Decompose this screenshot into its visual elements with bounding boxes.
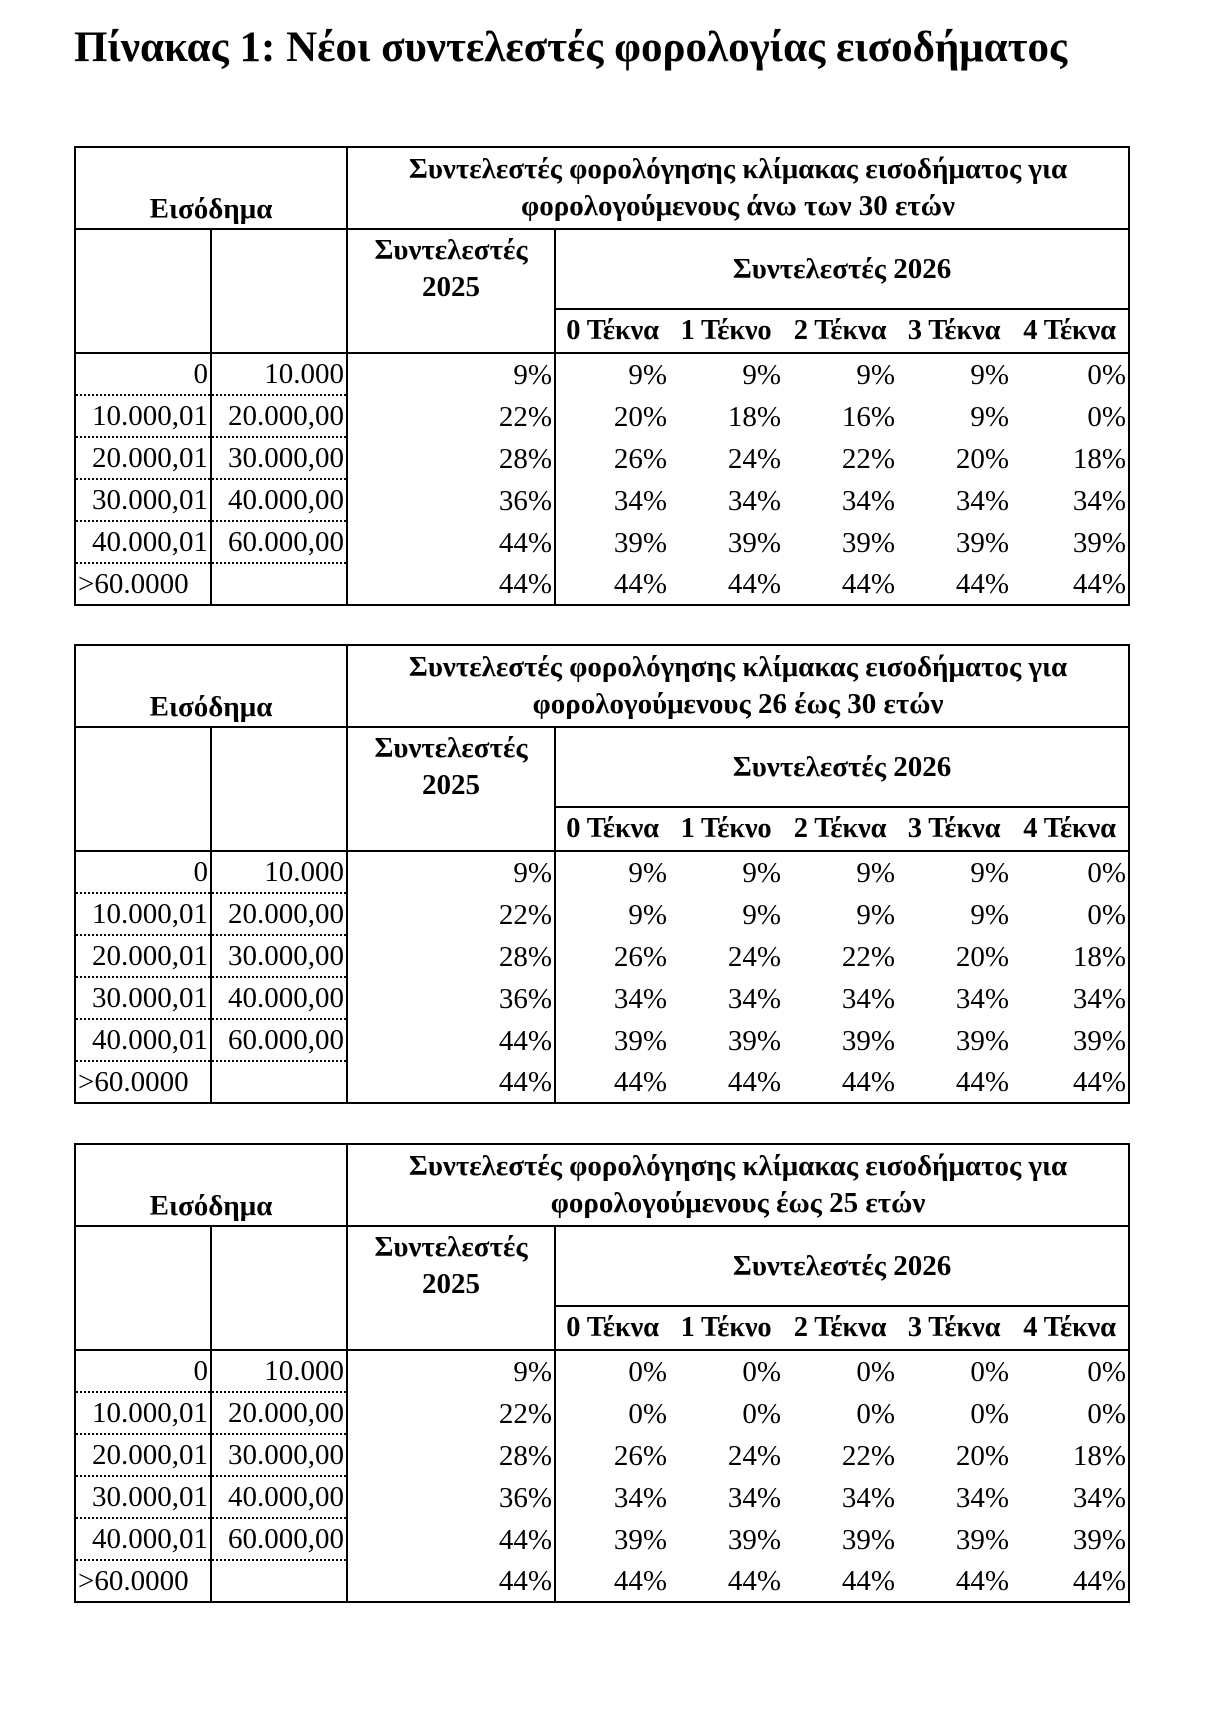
table-row xyxy=(75,395,1129,437)
rate-2026-children-1: 18% xyxy=(727,401,782,433)
rate-2026-children-3: 34% xyxy=(955,1482,1010,1514)
income-to: 20.000,00 xyxy=(211,1392,347,1434)
income-header: Εισόδημα xyxy=(75,147,347,229)
income-to: 40.000,00 xyxy=(211,1476,347,1518)
rate-2026-children-0: 20% xyxy=(613,401,668,433)
table-row xyxy=(75,1350,1129,1392)
rate-2026-children-4: 0% xyxy=(1011,1350,1129,1392)
rate-2026-children-2: 44% xyxy=(783,563,897,605)
table-row xyxy=(75,1518,1129,1560)
income-from: 10.000,01 xyxy=(75,893,211,935)
rate-2026-children-2: 9% xyxy=(783,353,897,395)
rate-2026-children-0: 26% xyxy=(613,443,668,475)
rate-2026-children-1: 0% xyxy=(742,1398,782,1430)
rate-2025: 44% xyxy=(347,563,555,605)
rate-2026-children-3: 9% xyxy=(897,353,1011,395)
income-to: 60.000,00 xyxy=(211,1518,347,1560)
rate-2025: 28% xyxy=(347,935,555,977)
table-row xyxy=(75,1392,1129,1434)
income-to: 10.000 xyxy=(211,1350,347,1392)
rate-2026-children-3: 44% xyxy=(897,563,1011,605)
income-from: 20.000,01 xyxy=(75,437,211,479)
children-3-header: 3 Τέκνα xyxy=(907,315,1001,346)
rate-2026-children-4: 39% xyxy=(1011,521,1129,563)
to-header-cell xyxy=(211,1226,347,1350)
rate-2026-children-2: 22% xyxy=(841,443,896,475)
income-to xyxy=(211,563,347,605)
page-title: Πίνακας 1: Νέοι συντελεστές φορολογίας εισοδήματος xyxy=(74,24,1068,71)
income-to: 40.000,00 xyxy=(211,479,347,521)
rate-2025: 9% xyxy=(347,851,555,893)
income-from: 0 xyxy=(75,353,211,395)
rate-2025: 9% xyxy=(347,353,555,395)
children-4-header: 4 Τέκνα xyxy=(1011,309,1129,353)
rate-2026-children-3: 39% xyxy=(955,1025,1010,1057)
from-header-cell xyxy=(75,1226,211,1350)
rate-2026-children-1: 24% xyxy=(727,941,782,973)
rate-2026-children-4: 0% xyxy=(1011,893,1129,935)
rate-2026-children-1: 39% xyxy=(727,1524,782,1556)
income-from: 20.000,01 xyxy=(75,935,211,977)
income-from: >60.0000 xyxy=(75,563,211,605)
table-row xyxy=(75,563,1129,605)
rate-2026-children-4: 0% xyxy=(1011,353,1129,395)
income-to: 10.000 xyxy=(211,851,347,893)
rates-2026-header: Συντελεστές 2026 xyxy=(555,229,1129,309)
rate-2026-children-2: 22% xyxy=(841,941,896,973)
rate-2025: 22% xyxy=(347,893,555,935)
from-header-cell xyxy=(75,727,211,851)
rate-2026-children-2: 0% xyxy=(856,1398,896,1430)
rate-2026-children-3: 20% xyxy=(955,941,1010,973)
table-row xyxy=(75,437,1129,479)
children-3-header: 3 Τέκνα xyxy=(907,813,1001,844)
table-row xyxy=(75,1019,1129,1061)
rates-2025-header: Συντελεστές 2025 xyxy=(347,727,555,851)
children-2-header: 2 Τέκνα xyxy=(793,315,887,346)
income-from: 40.000,01 xyxy=(75,1019,211,1061)
children-0-header: 0 Τέκνα xyxy=(566,1312,659,1343)
rate-2026-children-0: 44% xyxy=(555,1061,669,1103)
rate-2026-children-3: 9% xyxy=(897,851,1011,893)
rate-2026-children-1: 34% xyxy=(727,1482,782,1514)
rate-2025: 44% xyxy=(347,1518,555,1560)
income-from: 30.000,01 xyxy=(75,977,211,1019)
rate-2026-children-3: 20% xyxy=(955,443,1010,475)
rate-2026-children-4: 18% xyxy=(1011,1434,1129,1476)
income-from: 40.000,01 xyxy=(75,521,211,563)
rates-2025-header: Συντελεστές 2025 xyxy=(347,1226,555,1350)
income-from: 0 xyxy=(75,851,211,893)
children-1-header: 1 Τέκνο xyxy=(680,315,772,346)
income-from: 30.000,01 xyxy=(75,1476,211,1518)
income-from: 10.000,01 xyxy=(75,1392,211,1434)
rate-2026-children-4: 39% xyxy=(1011,1518,1129,1560)
rate-2026-children-1: 44% xyxy=(669,563,783,605)
rate-2026-children-3: 44% xyxy=(897,1061,1011,1103)
rate-2025: 36% xyxy=(347,977,555,1019)
rate-2026-children-1: 44% xyxy=(669,1560,783,1602)
rate-2026-children-2: 34% xyxy=(841,983,896,1015)
rate-2026-children-1: 9% xyxy=(742,899,782,931)
table-row xyxy=(75,935,1129,977)
to-header-cell xyxy=(211,229,347,353)
rate-2026-children-2: 9% xyxy=(856,899,896,931)
rate-2026-children-4: 34% xyxy=(1011,479,1129,521)
income-to: 20.000,00 xyxy=(211,893,347,935)
rate-2025: 44% xyxy=(347,521,555,563)
rate-2026-children-0: 39% xyxy=(613,1025,668,1057)
table-row xyxy=(75,1434,1129,1476)
rate-2025: 44% xyxy=(347,1061,555,1103)
rate-2026-children-0: 0% xyxy=(555,1350,669,1392)
rate-2026-children-0: 9% xyxy=(628,899,668,931)
rate-2026-children-4: 0% xyxy=(1011,1392,1129,1434)
table-heading: Συντελεστές φορολόγησης κλίμακας εισοδήματος για φορολογούμενους άνω των 30 ετών xyxy=(347,147,1129,229)
children-1-header: 1 Τέκνο xyxy=(680,1312,772,1343)
rate-2026-children-1: 34% xyxy=(727,983,782,1015)
income-to: 40.000,00 xyxy=(211,977,347,1019)
tax-rate-table-2 xyxy=(74,644,1130,1104)
income-from: 40.000,01 xyxy=(75,1518,211,1560)
rate-2026-children-0: 26% xyxy=(613,941,668,973)
income-to: 60.000,00 xyxy=(211,521,347,563)
rate-2025: 36% xyxy=(347,1476,555,1518)
rate-2026-children-0: 39% xyxy=(613,1524,668,1556)
rate-2026-children-3: 9% xyxy=(970,899,1010,931)
income-from: 20.000,01 xyxy=(75,1434,211,1476)
rate-2026-children-2: 9% xyxy=(783,851,897,893)
rates-2026-header: Συντελεστές 2026 xyxy=(555,727,1129,807)
rate-2026-children-4: 18% xyxy=(1011,437,1129,479)
rate-2026-children-3: 39% xyxy=(955,527,1010,559)
rate-2026-children-3: 34% xyxy=(955,485,1010,517)
rate-2026-children-0: 39% xyxy=(613,527,668,559)
income-to: 60.000,00 xyxy=(211,1019,347,1061)
rate-2026-children-4: 44% xyxy=(1011,1560,1129,1602)
rates-2025-header: Συντελεστές 2025 xyxy=(347,229,555,353)
income-header: Εισόδημα xyxy=(75,1144,347,1226)
rate-2026-children-2: 22% xyxy=(841,1440,896,1472)
rate-2026-children-0: 44% xyxy=(555,1560,669,1602)
rate-2026-children-3: 20% xyxy=(955,1440,1010,1472)
income-from: >60.0000 xyxy=(75,1061,211,1103)
rate-2026-children-0: 26% xyxy=(613,1440,668,1472)
rate-2026-children-4: 34% xyxy=(1011,1476,1129,1518)
children-0-header: 0 Τέκνα xyxy=(566,315,659,346)
income-to: 30.000,00 xyxy=(211,1434,347,1476)
table-row xyxy=(75,1061,1129,1103)
rate-2025: 44% xyxy=(347,1560,555,1602)
rate-2026-children-4: 34% xyxy=(1011,977,1129,1019)
rate-2026-children-1: 44% xyxy=(669,1061,783,1103)
rate-2026-children-3: 0% xyxy=(897,1350,1011,1392)
rate-2026-children-2: 0% xyxy=(783,1350,897,1392)
table-heading: Συντελεστές φορολόγησης κλίμακας εισοδήματος για φορολογούμενους 26 έως 30 ετών xyxy=(347,645,1129,727)
rate-2026-children-1: 9% xyxy=(669,353,783,395)
income-to xyxy=(211,1061,347,1103)
rate-2026-children-4: 0% xyxy=(1011,395,1129,437)
rate-2026-children-4: 18% xyxy=(1011,935,1129,977)
tax-rate-table-3 xyxy=(74,1143,1130,1603)
income-to: 30.000,00 xyxy=(211,935,347,977)
table-row xyxy=(75,977,1129,1019)
rate-2026-children-1: 24% xyxy=(727,1440,782,1472)
table-row xyxy=(75,851,1129,893)
rates-2026-header: Συντελεστές 2026 xyxy=(555,1226,1129,1306)
rate-2026-children-1: 39% xyxy=(727,527,782,559)
rate-2026-children-1: 0% xyxy=(669,1350,783,1392)
income-from: 10.000,01 xyxy=(75,395,211,437)
rate-2026-children-2: 39% xyxy=(841,527,896,559)
table-row xyxy=(75,479,1129,521)
income-from: 30.000,01 xyxy=(75,479,211,521)
rate-2026-children-1: 34% xyxy=(727,485,782,517)
children-3-header: 3 Τέκνα xyxy=(907,1312,1001,1343)
table-row xyxy=(75,353,1129,395)
rate-2026-children-1: 24% xyxy=(727,443,782,475)
rate-2026-children-3: 39% xyxy=(955,1524,1010,1556)
rate-2026-children-0: 44% xyxy=(555,563,669,605)
rate-2025: 9% xyxy=(347,1350,555,1392)
rate-2026-children-0: 34% xyxy=(613,983,668,1015)
rate-2026-children-2: 16% xyxy=(841,401,896,433)
children-4-header: 4 Τέκνα xyxy=(1011,1306,1129,1350)
rate-2026-children-0: 0% xyxy=(628,1398,668,1430)
income-header: Εισόδημα xyxy=(75,645,347,727)
rate-2026-children-4: 44% xyxy=(1011,1061,1129,1103)
rate-2026-children-3: 0% xyxy=(970,1398,1010,1430)
table-row xyxy=(75,1560,1129,1602)
rate-2026-children-0: 34% xyxy=(613,1482,668,1514)
rate-2025: 28% xyxy=(347,1434,555,1476)
table-heading: Συντελεστές φορολόγησης κλίμακας εισοδήματος για φορολογούμενους έως 25 ετών xyxy=(347,1144,1129,1226)
from-header-cell xyxy=(75,229,211,353)
rate-2026-children-2: 39% xyxy=(841,1524,896,1556)
rate-2026-children-1: 39% xyxy=(727,1025,782,1057)
income-from: >60.0000 xyxy=(75,1560,211,1602)
rate-2026-children-4: 44% xyxy=(1011,563,1129,605)
children-0-header: 0 Τέκνα xyxy=(566,813,659,844)
income-to xyxy=(211,1560,347,1602)
table-row xyxy=(75,1476,1129,1518)
rate-2026-children-0: 34% xyxy=(613,485,668,517)
income-to: 20.000,00 xyxy=(211,395,347,437)
rate-2026-children-3: 9% xyxy=(970,401,1010,433)
table-row xyxy=(75,893,1129,935)
rate-2026-children-2: 44% xyxy=(783,1061,897,1103)
children-2-header: 2 Τέκνα xyxy=(793,1312,887,1343)
income-to: 10.000 xyxy=(211,353,347,395)
rate-2026-children-4: 39% xyxy=(1011,1019,1129,1061)
to-header-cell xyxy=(211,727,347,851)
rate-2025: 28% xyxy=(347,437,555,479)
rate-2026-children-3: 34% xyxy=(955,983,1010,1015)
rate-2026-children-2: 34% xyxy=(841,485,896,517)
rate-2026-children-0: 9% xyxy=(555,353,669,395)
rate-2026-children-2: 44% xyxy=(783,1560,897,1602)
children-1-header: 1 Τέκνο xyxy=(680,813,772,844)
table-row xyxy=(75,521,1129,563)
rate-2025: 44% xyxy=(347,1019,555,1061)
tax-rate-table-1 xyxy=(74,146,1130,606)
rate-2026-children-0: 9% xyxy=(555,851,669,893)
rate-2025: 22% xyxy=(347,395,555,437)
rate-2026-children-2: 34% xyxy=(841,1482,896,1514)
rate-2026-children-3: 44% xyxy=(897,1560,1011,1602)
children-4-header: 4 Τέκνα xyxy=(1011,807,1129,851)
rate-2025: 36% xyxy=(347,479,555,521)
rate-2025: 22% xyxy=(347,1392,555,1434)
rate-2026-children-4: 0% xyxy=(1011,851,1129,893)
rate-2026-children-2: 39% xyxy=(841,1025,896,1057)
income-from: 0 xyxy=(75,1350,211,1392)
income-to: 30.000,00 xyxy=(211,437,347,479)
rate-2026-children-1: 9% xyxy=(669,851,783,893)
children-2-header: 2 Τέκνα xyxy=(793,813,887,844)
